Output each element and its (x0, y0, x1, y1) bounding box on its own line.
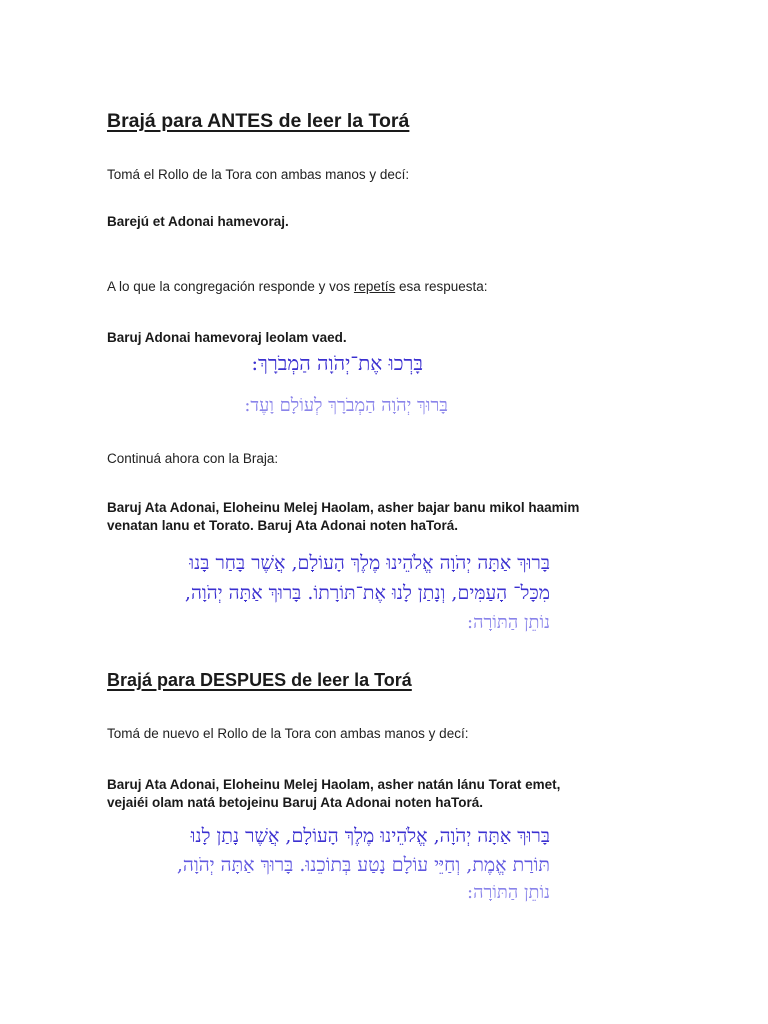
hebrew-blessing-after-line1: בָּרוּךְ אַתָּה יְהֹוָה, אֱלֹהֵינוּ מֶלֶךְ הָעוֹלָם, אֲשֶׁר נָתַן לָנוּ (190, 825, 550, 847)
hebrew-response: בָּרוּךְ יְהֹוָה הַמְבֹרָךְ לְעוֹלָם וָעֶד: (244, 395, 448, 416)
heading-before: Brajá para ANTES de leer la Torá (107, 110, 410, 132)
hebrew-blessing-before-line1: בָּרוּךְ אַתָּה יְהֹוָה אֱלֹהֵינוּ מֶלֶךְ הָעוֹלָם, אֲשֶׁר בָּחַר בָּנוּ (189, 552, 550, 574)
hebrew-blessing-after-line3: נוֹתֵן הַתּוֹרָה: (467, 882, 550, 903)
hebrew-blessing-before-line2: מִכָּל־ הָעַמִּים, וְנָתַן לָנוּ אֶת־תּוֹרָתוֹ. בָּרוּךְ אַתָּה יְהֹוָה, (184, 582, 550, 604)
response-intro-end: esa respuesta: (395, 279, 488, 294)
blessing-before-line2: venatan lanu et Torato. Baruj Ata Adonai noten haTorá. (107, 518, 459, 533)
heading-after: Brajá para DESPUES de leer la Torá (107, 670, 412, 690)
hebrew-call: בָּרְכוּ אֶת־יְהֹוָה הַמְבֹרָךְ: (251, 351, 423, 375)
blessing-before-line1: Baruj Ata Adonai, Eloheinu Melej Haolam, asher bajar banu mikol haamim (107, 500, 580, 515)
hebrew-blessing-after-line2: תּוֹרַת אֱמֶת, וְחַיֵּי עוֹלָם נָטַע בְּתוֹכֵנוּ. בָּרוּךְ אַתָּה יְהֹוָה, (176, 854, 550, 876)
response-intro-start: A lo que la congregación responde y vos (107, 279, 354, 294)
hebrew-blessing-before-line3: נוֹתֵן הַתּוֹרָה: (467, 612, 550, 633)
response-intro (107, 277, 488, 296)
instruction-before: Tomá el Rollo de la Tora con ambas manos y decí: (107, 167, 410, 182)
response-text: Baruj Adonai hamevoraj leolam vaed. (107, 330, 347, 345)
blessing-after-line2: vejaiéi olam natá betojeinu Baruj Ata Adonai noten haTorá. (107, 795, 484, 810)
blessing-after-line1: Baruj Ata Adonai, Eloheinu Melej Haolam, asher natán lánu Torat emet, (107, 777, 561, 792)
continue-text: Continuá ahora con la Braja: (107, 451, 279, 466)
call-text: Barejú et Adonai hamevoraj. (107, 214, 289, 229)
response-intro-link[interactable]: repetís (353, 279, 396, 294)
instruction-after: Tomá de nuevo el Rollo de la Tora con ambas manos y decí: (107, 726, 469, 741)
